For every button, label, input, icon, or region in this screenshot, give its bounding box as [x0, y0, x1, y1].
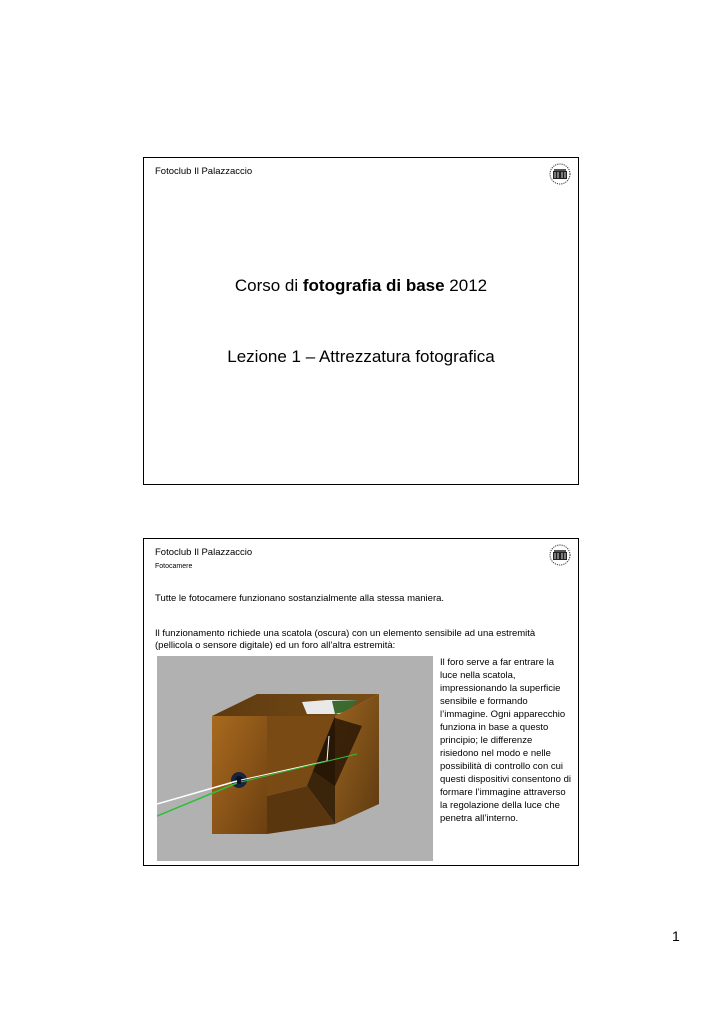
club-logo-icon — [549, 544, 571, 566]
club-name: Fotoclub Il Palazzaccio — [155, 547, 253, 558]
intro-paragraph: Tutte le fotocamere funzionano sostanzialmente alla stessa maniera. — [155, 593, 445, 604]
camera-obscura-illustration — [157, 656, 433, 861]
side-explanation: Il foro serve a far entrare la luce nella scatola, impressionando la superficie sensibile e formando l’immagine. Ogni apparecchio funziona in base a questo principio; le differenze risiedono nel modo e nelle possibilità di controllo con cui questi dispositivi consentono di formare l’immagine attraverso la regolazione della luce che penetra all’interno. — [440, 657, 571, 824]
page-number: 1 — [672, 928, 680, 944]
slide-title — [143, 157, 579, 485]
club-logo-icon — [549, 163, 571, 185]
club-name: Fotoclub Il Palazzaccio — [155, 166, 253, 177]
slide-cameras — [143, 538, 579, 866]
description-paragraph: Il funzionamento richiede una scatola (oscura) con un elemento sensibile ad una estremità (pellicola o sensore digitale) ed un foro all’altra estremità: — [155, 628, 536, 651]
lesson-title: Lezione 1 – Attrezzatura fotografica — [227, 347, 495, 366]
section-title: Fotocamere — [155, 563, 193, 570]
course-title: Corso di fotografia di base 2012 — [234, 276, 488, 295]
